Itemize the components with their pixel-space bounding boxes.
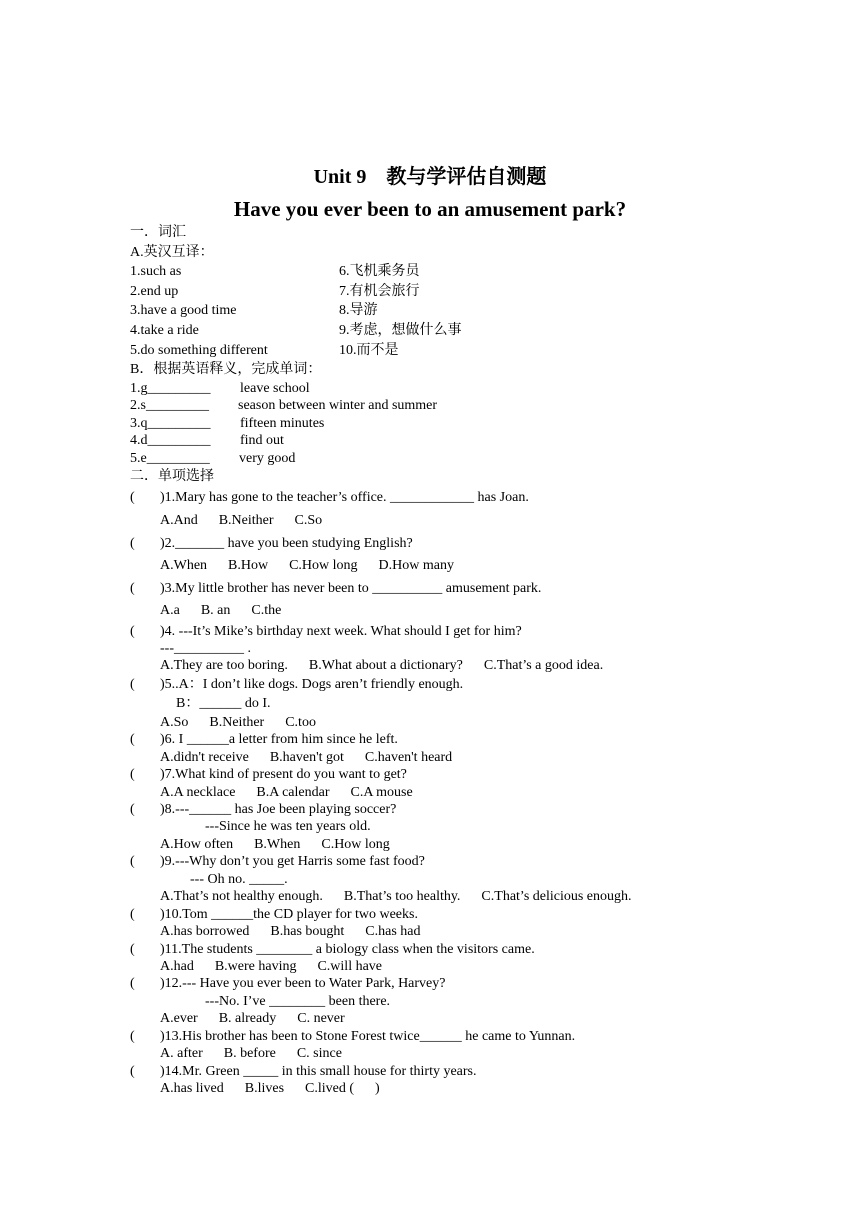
question-text: )8.---______ has Joe been playing soccer? xyxy=(160,802,397,817)
vocab-item: 10.而不是 xyxy=(339,343,399,358)
answer-paren: ( xyxy=(130,536,135,551)
question-text: )3.My little brother has never been to __________ amusement park. xyxy=(160,581,542,596)
word-definition: season between winter and summer xyxy=(238,398,438,413)
question-options: A.A necklace B.A calendar C.A mouse xyxy=(160,785,413,800)
question-options: A.And B.Neither C.So xyxy=(160,513,323,528)
word-definition: leave school xyxy=(240,381,310,396)
question-text: )9.---Why don’t you get Harris some fast food? xyxy=(160,854,425,869)
answer-paren: ( xyxy=(130,1029,135,1044)
question-text: )4. ---It’s Mike’s birthday next week. What should I get for him? xyxy=(160,624,522,639)
question-options: A.They are too boring. B.What about a dictionary? C.That’s a good idea. xyxy=(160,658,604,673)
section1-heading: 一．词汇 xyxy=(130,225,186,240)
word-blank: 5.e_________ xyxy=(130,451,210,466)
partA-heading: A.英汉互译： xyxy=(130,245,214,260)
answer-paren: ( xyxy=(130,581,135,596)
word-definition: very good xyxy=(239,451,296,466)
answer-paren: ( xyxy=(130,767,135,782)
question-options: A.How often B.When C.How long xyxy=(160,837,390,852)
question-options: A.a B. an C.the xyxy=(160,603,282,618)
answer-paren: ( xyxy=(130,677,135,692)
question-text: )5..A：I don’t like dogs. Dogs aren’t friendly enough. xyxy=(160,677,464,692)
question-options: A.has borrowed B.has bought C.has had xyxy=(160,924,421,939)
question-options: A.has lived B.lives C.lived ( ) xyxy=(160,1081,380,1096)
question-text: )6. I ______a letter from him since he left. xyxy=(160,732,398,747)
question-text: )10.Tom ______the CD player for two weeks. xyxy=(160,907,418,922)
answer-paren: ( xyxy=(130,976,135,991)
question-text: )14.Mr. Green _____ in this small house for thirty years. xyxy=(160,1064,477,1079)
vocab-item: 8.导游 xyxy=(339,303,378,318)
question-options: A.So B.Neither C.too xyxy=(160,715,316,730)
answer-paren: ( xyxy=(130,732,135,747)
answer-paren: ( xyxy=(130,802,135,817)
partB-heading: B．根据英语释义，完成单词： xyxy=(130,362,322,377)
vocab-item: 5.do something different xyxy=(130,343,268,358)
question-text: )2._______ have you been studying English? xyxy=(160,536,413,551)
answer-paren: ( xyxy=(130,942,135,957)
question-response: ---Since he was ten years old. xyxy=(205,819,371,834)
question-options: A.didn't receive B.haven't got C.haven't heard xyxy=(160,750,453,765)
page-title: Unit 9 教与学评估自测题 xyxy=(313,166,547,188)
vocab-item: 7.有机会旅行 xyxy=(339,284,420,299)
answer-paren: ( xyxy=(130,490,135,505)
word-blank: 1.g_________ xyxy=(130,381,211,396)
vocab-item: 6.飞机乘务员 xyxy=(339,264,420,279)
vocab-item: 9.考虑，想做什么事 xyxy=(339,323,462,338)
answer-paren: ( xyxy=(130,907,135,922)
question-text: )1.Mary has gone to the teacher’s office. ____________ has Joan. xyxy=(160,490,529,505)
answer-paren: ( xyxy=(130,1064,135,1079)
question-response: --- Oh no. _____. xyxy=(190,872,288,887)
word-blank: 2.s_________ xyxy=(130,398,209,413)
word-blank: 3.q_________ xyxy=(130,416,211,431)
question-response: ---No. I’ve ________ been there. xyxy=(205,994,391,1009)
question-options: A. after B. before C. since xyxy=(160,1046,342,1061)
question-options: A.had B.were having C.will have xyxy=(160,959,383,974)
word-definition: fifteen minutes xyxy=(240,416,325,431)
page-subtitle: Have you ever been to an amusement park? xyxy=(233,197,627,221)
question-text: )7.What kind of present do you want to get? xyxy=(160,767,407,782)
answer-paren: ( xyxy=(130,624,135,639)
word-definition: find out xyxy=(240,433,284,448)
question-response: ---__________ . xyxy=(160,641,251,656)
question-response: B：______ do I. xyxy=(176,696,271,711)
vocab-item: 2.end up xyxy=(130,284,179,299)
word-blank: 4.d_________ xyxy=(130,433,211,448)
vocab-item: 1.such as xyxy=(130,264,182,279)
question-options: A.That’s not healthy enough. B.That’s too healthy. C.That’s delicious enough. xyxy=(160,889,632,904)
question-options: A.When B.How C.How long D.How many xyxy=(160,558,454,573)
vocab-item: 4.take a ride xyxy=(130,323,199,338)
question-text: )13.His brother has been to Stone Forest twice______ he came to Yunnan. xyxy=(160,1029,576,1044)
question-options: A.ever B. already C. never xyxy=(160,1011,345,1026)
section2-heading: 二．单项选择 xyxy=(130,469,214,484)
vocab-item: 3.have a good time xyxy=(130,303,237,318)
question-text: )11.The students ________ a biology class when the visitors came. xyxy=(160,942,535,957)
answer-paren: ( xyxy=(130,854,135,869)
question-text: )12.--- Have you ever been to Water Park, Harvey? xyxy=(160,976,446,991)
